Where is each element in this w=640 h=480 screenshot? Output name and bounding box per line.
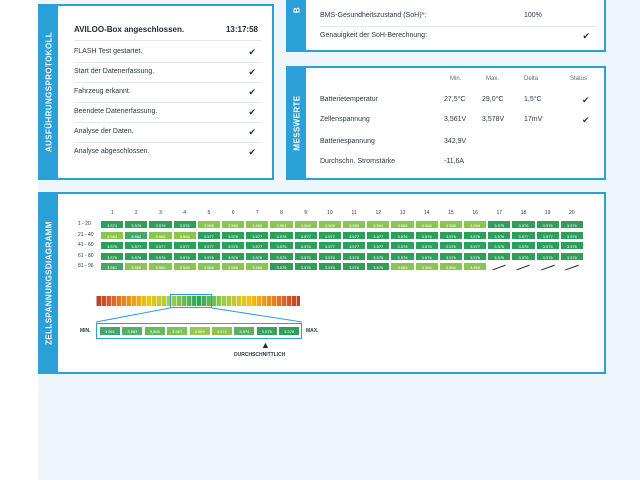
column-number: 3 <box>159 210 162 216</box>
cell-voltage: 3.577 <box>197 241 221 250</box>
cell-voltage: 3.564 <box>100 231 124 240</box>
soh-panel <box>286 0 606 52</box>
cell-voltage: 3.577 <box>245 241 269 250</box>
cell-voltage: 3.576 <box>197 252 221 261</box>
cell-voltage: 3.576 <box>415 252 439 261</box>
soh-row <box>320 6 596 27</box>
cell-voltage: 3.576 <box>463 252 487 261</box>
cell-voltage: 3.576 <box>269 252 293 261</box>
cell-voltage: 3.566 <box>197 220 221 229</box>
column-number: 2 <box>134 210 138 216</box>
cell-voltage: 3.577 <box>197 231 221 240</box>
soh-tab-label: B <box>292 6 302 14</box>
log-panel <box>38 4 274 180</box>
log-title: AVILOO-Box angeschlossen. <box>74 25 185 34</box>
column-number: 17 <box>496 210 503 216</box>
column-number: 14 <box>423 210 430 216</box>
col-status-header: Status <box>570 76 588 82</box>
measurement-label: Zellenspannung <box>320 116 370 123</box>
cell-voltage: 3.576 <box>487 231 511 240</box>
cell-voltage: 3.566 <box>390 262 414 271</box>
cell-voltage: 3.566 <box>463 262 487 271</box>
legend-swatch: 3.563 <box>121 326 143 336</box>
measurements-panel <box>286 66 606 180</box>
cell-voltage: 3.576 <box>173 220 197 229</box>
column-number: 6 <box>231 210 235 216</box>
cell-voltage: 3.576 <box>536 220 560 229</box>
measurement-label: Batterietemperatur <box>320 96 378 103</box>
cell-voltage: 3.566 <box>197 262 221 271</box>
cell-voltage: 3.566 <box>221 262 245 271</box>
measurement-label: Durchschn. Stromstärke <box>320 158 396 165</box>
soh-list <box>320 6 596 50</box>
empty-cell-dash <box>492 265 506 271</box>
voltage-legend <box>96 323 302 339</box>
cell-voltage: 3.566 <box>390 220 414 229</box>
cell-voltage: 3.577 <box>511 231 535 240</box>
empty-cell-dash <box>565 265 579 271</box>
cell-voltage: 3.576 <box>245 252 269 261</box>
check-icon: ✔ <box>582 31 590 41</box>
cell-voltage: 3.577 <box>342 231 366 240</box>
column-number: 11 <box>351 210 357 216</box>
cell-voltage: 3.565 <box>318 220 342 229</box>
cell-voltage: 3.576 <box>439 241 463 250</box>
log-item <box>74 62 262 83</box>
cell-voltage: 3.575 <box>487 220 511 229</box>
col-max-header: Max. <box>486 76 500 82</box>
cell-voltage: 3.576 <box>366 262 390 271</box>
measurement-min: 342,9V <box>444 138 467 145</box>
cell-voltage: 3.564 <box>366 220 390 229</box>
cell-voltage: 3.577 <box>366 241 390 250</box>
cell-voltage: 3.577 <box>536 231 560 240</box>
cell-voltage: 3.577 <box>342 241 366 250</box>
cell-voltage: 3.566 <box>439 220 463 229</box>
legend-swatch: 3.576 <box>256 326 278 336</box>
check-icon: ✔ <box>248 127 256 137</box>
cell-voltage: 3.563 <box>269 220 293 229</box>
legend-swatch: 3.574 <box>233 326 255 336</box>
cell-voltage: 3.576 <box>318 262 342 271</box>
cell-voltage: 3.566 <box>173 231 197 240</box>
measurement-row <box>320 132 596 152</box>
cell-voltage: 3.577 <box>318 231 342 240</box>
measurement-min: 27,5°C <box>444 96 466 103</box>
cell-voltage: 3.576 <box>148 252 172 261</box>
cell-voltage: 3.576 <box>536 241 560 250</box>
cell-voltage: 3.576 <box>511 220 535 229</box>
check-icon: ✔ <box>248 47 256 57</box>
col-min-header: Min. <box>450 76 462 82</box>
column-number: 20 <box>569 210 575 216</box>
cell-voltage: 3.565 <box>294 220 318 229</box>
row-label: 41 - 60 <box>78 242 94 249</box>
legend-swatch: 3.567 <box>166 326 188 336</box>
log-item-text: Analyse abgeschlossen. <box>74 148 150 155</box>
cell-voltage: 3.576 <box>294 262 318 271</box>
cell-voltage: 3.565 <box>342 220 366 229</box>
cell-voltage: 3.576 <box>221 252 245 261</box>
cell-voltage: 3.576 <box>124 252 148 261</box>
cell-voltage: 3.576 <box>390 231 414 240</box>
cell-voltage: 3.577 <box>463 241 487 250</box>
log-item-text: FLASH Test gestartet. <box>74 48 143 55</box>
column-number: 5 <box>207 210 211 216</box>
check-icon: ✔ <box>248 87 256 97</box>
cell-diagram-tab-label: ZELLSPANNUNGSDIAGRAMM <box>44 221 54 345</box>
column-number: 1 <box>110 210 114 216</box>
measurement-min: -11,6A <box>444 158 465 165</box>
cell-voltage: 3.576 <box>487 252 511 261</box>
cell-voltage: 3.576 <box>415 241 439 250</box>
column-number: 15 <box>448 210 454 216</box>
cell-grid <box>40 194 604 290</box>
cell-voltage: 3.565 <box>245 220 269 229</box>
cell-voltage: 3.577 <box>148 241 172 250</box>
measurements-table <box>320 74 596 178</box>
column-number: 19 <box>544 210 551 216</box>
log-time: 13:17:58 <box>225 25 258 34</box>
cell-voltage: 3.576 <box>439 231 463 240</box>
measurement-min: 3,561V <box>444 116 467 123</box>
cell-voltage: 3.566 <box>148 262 172 271</box>
measurements-tab <box>288 68 306 178</box>
cell-voltage: 3.576 <box>560 220 584 229</box>
bottom-area <box>38 376 606 480</box>
cell-voltage: 3.576 <box>221 241 245 250</box>
column-number: 8 <box>280 210 283 216</box>
average-marker-icon: ▲ <box>261 340 270 350</box>
cell-voltage: 3.576 <box>318 252 342 261</box>
log-tab-label: AUSFÜHRUNGSPROTOKOLL <box>44 31 54 153</box>
legend-swatch: 3.565 <box>144 326 166 336</box>
measurement-max: 3,578V <box>482 116 505 123</box>
log-item-text: Beendete Datenerfassung. <box>74 108 158 115</box>
log-item <box>74 142 262 162</box>
cell-voltage: 3.574 <box>100 220 124 229</box>
cell-voltage: 3.576 <box>100 241 124 250</box>
check-icon: ✔ <box>582 95 590 105</box>
cell-voltage: 3.576 <box>148 220 172 229</box>
log-item <box>74 42 262 63</box>
cell-voltage: 3.576 <box>221 231 245 240</box>
cell-voltage: 3.577 <box>318 241 342 250</box>
cell-voltage: 3.576 <box>124 220 148 229</box>
cell-voltage: 3.576 <box>173 252 197 261</box>
empty-cell-dash <box>541 265 555 271</box>
left-rail <box>0 0 38 480</box>
cell-voltage: 3.576 <box>294 241 318 250</box>
cell-voltage: 3.561 <box>100 262 124 271</box>
cell-voltage: 3.576 <box>390 241 414 250</box>
check-icon: ✔ <box>248 147 256 157</box>
cell-voltage: 3.576 <box>560 231 584 240</box>
row-label: 21 - 40 <box>78 231 94 238</box>
check-icon: ✔ <box>248 67 256 77</box>
cell-voltage: 3.577 <box>366 231 390 240</box>
cell-voltage: 3.576 <box>487 241 511 250</box>
cell-voltage: 3.566 <box>245 262 269 271</box>
cell-voltage: 3.577 <box>173 241 197 250</box>
cell-voltage: 3.562 <box>124 231 148 240</box>
column-number: 12 <box>375 210 382 216</box>
column-number: 4 <box>183 210 187 216</box>
cell-voltage: 3.576 <box>536 252 560 261</box>
cell-voltage: 3.577 <box>124 241 148 250</box>
soh-accuracy-label: Genauigkeit der SoH-Berechnung: <box>320 32 428 39</box>
soh-tab <box>288 0 306 50</box>
cell-voltage: 3.576 <box>560 241 584 250</box>
row-label: 81 - 96 <box>78 263 94 270</box>
col-delta-header: Delta <box>524 76 539 82</box>
log-item <box>74 82 262 103</box>
cell-voltage: 3.577 <box>245 231 269 240</box>
log-item <box>74 102 262 123</box>
column-number: 10 <box>327 210 333 216</box>
soh-label: BMS-Gesundheitszustand (SoH)*: <box>320 12 427 19</box>
cell-voltage: 3.576 <box>366 252 390 261</box>
measurements-tab-label: MESSWERTE <box>292 95 302 151</box>
measurement-max: 29,0°C <box>482 96 504 103</box>
legend-swatch: 3.571 <box>211 326 233 336</box>
measurement-row <box>320 90 596 110</box>
cell-voltage: 3.578 <box>269 231 293 240</box>
cell-voltage: 3.576 <box>511 252 535 261</box>
log-item <box>74 122 262 143</box>
cell-voltage: 3.576 <box>439 252 463 261</box>
cell-voltage: 3.566 <box>439 262 463 271</box>
cell-voltage: 3.566 <box>415 262 439 271</box>
average-label: DURCHSCHNITTLICH <box>234 352 286 358</box>
cell-voltage: 3.566 <box>124 262 148 271</box>
column-number: 7 <box>255 210 259 216</box>
soh-accuracy-row <box>320 26 596 46</box>
legend-swatch: 3.569 <box>189 326 211 336</box>
row-label: 61 - 80 <box>78 252 94 259</box>
cell-diagram-panel <box>38 192 606 374</box>
cell-voltage: 3.576 <box>269 262 293 271</box>
cell-voltage: 3.566 <box>173 262 197 271</box>
legend-swatch: 3.561 <box>99 326 121 336</box>
cell-voltage: 3.576 <box>342 252 366 261</box>
log-item-text: Analyse der Daten. <box>74 128 134 135</box>
column-number: 18 <box>520 210 527 216</box>
column-number: 9 <box>304 210 308 216</box>
scale-min-label: MIN. <box>80 328 91 334</box>
measurement-label: Batteriespannung <box>320 138 375 145</box>
empty-cell-dash <box>517 265 531 271</box>
cell-voltage: 3.576 <box>463 231 487 240</box>
log-tab <box>40 6 58 178</box>
measurement-row <box>320 110 596 130</box>
column-number: 13 <box>399 210 406 216</box>
cell-voltage: 3.566 <box>148 231 172 240</box>
cell-voltage: 3.576 <box>294 252 318 261</box>
soh-value: 100% <box>524 12 542 19</box>
column-number: 16 <box>472 210 478 216</box>
cell-voltage: 3.576 <box>342 262 366 271</box>
cell-voltage: 3.565 <box>221 220 245 229</box>
scale-max-label: MAX. <box>306 328 319 334</box>
check-icon: ✔ <box>582 115 590 125</box>
legend-swatch: 3.578 <box>278 326 300 336</box>
cell-voltage: 3.576 <box>511 241 535 250</box>
measurement-delta: 1,5°C <box>524 96 542 103</box>
cell-voltage: 3.576 <box>415 231 439 240</box>
measurement-delta: 17mV <box>524 116 543 123</box>
cell-voltage: 3.576 <box>100 252 124 261</box>
cell-voltage: 3.576 <box>269 241 293 250</box>
log-header <box>74 20 262 41</box>
log-item-text: Fahrzeug erkannt. <box>74 88 131 95</box>
cell-voltage: 3.576 <box>560 252 584 261</box>
log-item-text: Start der Datenerfassung. <box>74 68 155 75</box>
cell-voltage: 3.566 <box>415 220 439 229</box>
row-label: 1 - 20 <box>78 221 91 227</box>
scale-selection <box>170 294 212 308</box>
log-list <box>74 20 262 170</box>
cell-voltage: 3.576 <box>390 252 414 261</box>
cell-voltage: 3.564 <box>463 220 487 229</box>
cell-voltage: 3.577 <box>294 231 318 240</box>
check-icon: ✔ <box>248 107 256 117</box>
measurement-row <box>320 152 596 172</box>
